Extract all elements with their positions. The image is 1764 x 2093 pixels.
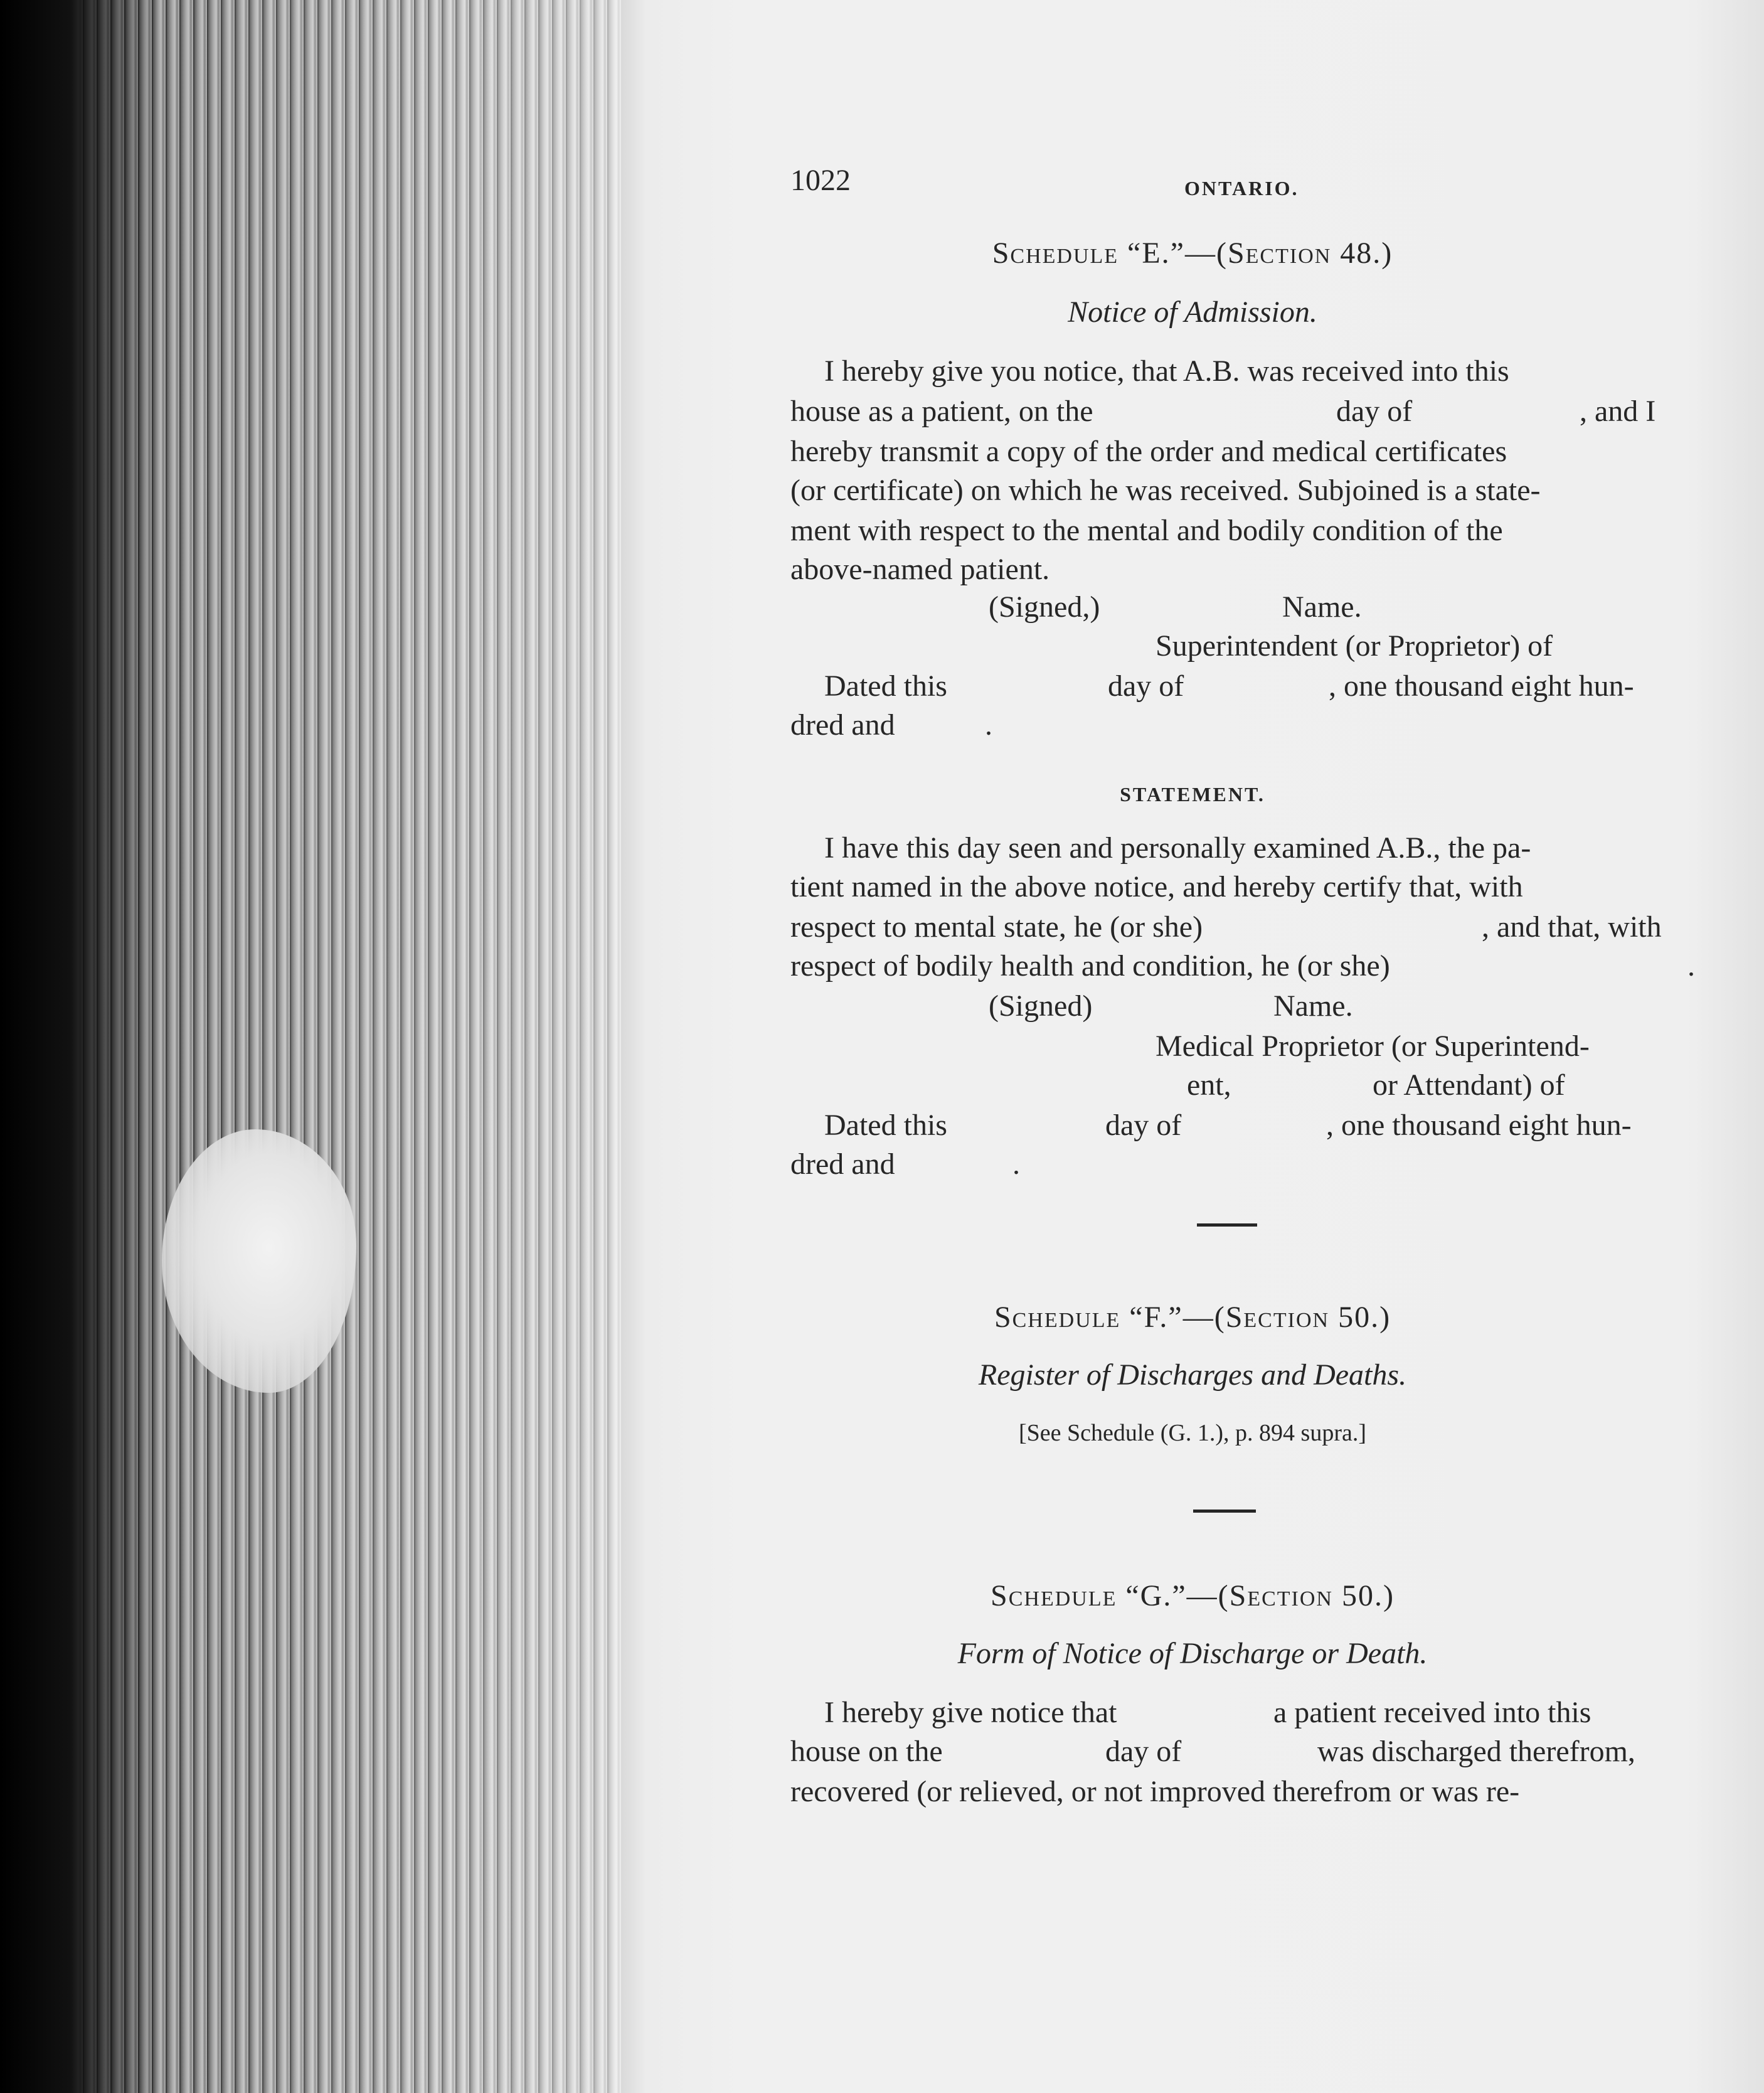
schedule-g-line: a patient received into this [1273,1696,1591,1729]
schedule-e-para-line: ment with respect to the mental and bodily condition of the [790,514,1503,547]
schedule-g-line: day of [1105,1735,1182,1768]
schedule-e-para-line: (or certificate) on which he was received. Subjoined is a state- [790,474,1541,507]
schedule-e-para-line: above-named patient. [790,553,1050,586]
schedule-f-subtitle: Register of Discharges and Deaths. [978,1358,1407,1392]
schedule-e-para-line: day of [1336,395,1413,428]
dated-line: Dated this [824,669,947,703]
schedule-g-line: was discharged therefrom, [1317,1735,1635,1768]
page-number: 1022 [790,164,851,197]
role-label: Medical Proprietor (or Superintend- [1156,1030,1590,1063]
statement-line: tient named in the above notice, and hereby certify that, with [790,870,1523,903]
role-label: or Attendant) of [1373,1068,1565,1102]
schedule-f-heading: Schedule “F.”—(Section 50.) [994,1301,1391,1334]
schedule-g-line: I hereby give notice that [824,1696,1117,1729]
book-edge-shadow [0,0,621,2093]
signed-label: (Signed) [989,989,1093,1023]
role-label: Superintendent (or Proprietor) of [1156,629,1553,663]
schedule-e-subtitle: Notice of Admission. [1068,296,1317,329]
schedule-g-line: house on the [790,1735,943,1768]
schedule-e-heading: Schedule “E.”—(Section 48.) [992,237,1393,270]
name-label: Name. [1273,989,1353,1023]
running-title: ONTARIO. [1184,177,1299,200]
dated-line: day of [1108,669,1184,703]
book-page [621,0,1764,2093]
schedule-g-line: recovered (or relieved, or not improved therefrom or was re- [790,1775,1520,1808]
schedule-f-note: [See Schedule (G. 1.), p. 894 supra.] [1018,1420,1367,1446]
dated-line: Dated this [824,1109,947,1142]
dated-line: , one thousand eight hun- [1326,1109,1632,1142]
dated-line: , one thousand eight hun- [1329,669,1634,703]
dated-line: dred and [790,1148,895,1181]
schedule-e-para-line: I hereby give you notice, that A.B. was received into this [824,354,1509,388]
role-label: ent, [1187,1068,1231,1102]
dated-line: . [1012,1148,1020,1181]
name-label: Name. [1282,590,1362,624]
dated-line: day of [1105,1109,1182,1142]
schedule-e-para-line: house as a patient, on the [790,395,1093,428]
schedule-e-para-line: , and I [1580,395,1656,428]
section-divider [1197,1223,1257,1227]
dated-line: . [985,708,992,742]
signed-label: (Signed,) [989,590,1100,624]
statement-heading: STATEMENT. [1120,783,1265,806]
statement-line: respect to mental state, he (or she) [790,910,1203,944]
schedule-g-subtitle: Form of Notice of Discharge or Death. [957,1637,1428,1670]
statement-line: I have this day seen and personally examined A.B., the pa- [824,831,1531,865]
statement-line: . [1687,949,1695,983]
schedule-g-heading: Schedule “G.”—(Section 50.) [991,1579,1395,1612]
schedule-e-para-line: hereby transmit a copy of the order and medical certificates [790,435,1507,468]
statement-line: , and that, with [1482,910,1662,944]
statement-line: respect of bodily health and condition, he (or she) [790,949,1390,983]
section-divider [1193,1510,1256,1513]
dated-line: dred and [790,708,895,742]
